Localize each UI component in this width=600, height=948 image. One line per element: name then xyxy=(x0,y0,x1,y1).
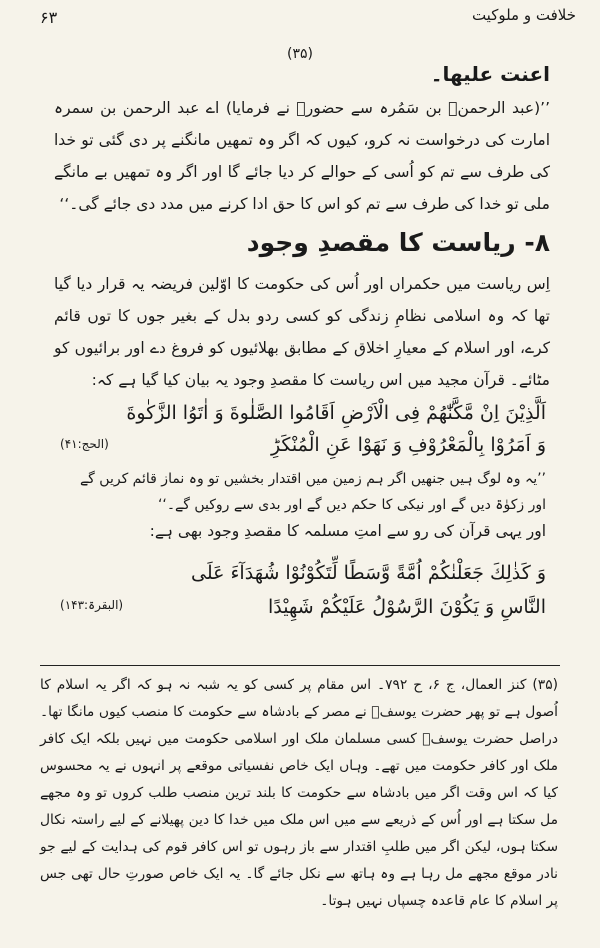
verse1-translation: ’’یہ وہ لوگ ہیں جنھیں اگر ہم زمین میں اقتدار بخشیں تو وہ نماز قائم کریں گے اور زکوٰۃ دیں گے اور نیکی کا حکم دیں گے اور بدی سے روکیں گے۔‘‘ xyxy=(79,471,546,513)
verse1-line1: اَلَّذِیْنَ اِنْ مَّكَّنّٰهُمْ فِی الْاَرْضِ اَقَامُوا الصَّلٰوةَ وَ اٰتَوُا الزَّكٰوةَ xyxy=(126,402,546,424)
verse1-line2: وَ اَمَرُوْا بِالْمَعْرُوْفِ وَ نَهَوْا عَنِ الْمُنْكَرِؕ xyxy=(270,434,546,456)
running-title: خلافت و ملوکیت xyxy=(471,6,576,24)
footnote-text: (۳۵) کنز العمال، ج ۶، ح ۷۹۲۔ اس مقام پر کسی کو یہ شبہ نہ ہو کہ اگر یہ اسلام کا اُصول ہے تو پھر حضرت یوسفؑ نے مصر کے بادشاہ سے حکومت کا منصب کیوں مانگا تھا۔ دراصل حضرت یوسفؑ کسی مسلمان ملک اور اسلامی حکومت میں نہیں بلکہ ایک کافر ملک اور کافر حکومت میں تھے۔ وہاں ایک خاص نفسیاتی موقعے پر انہوں نے یہ محسوس کیا کہ اس وقت اگر میں بادشاہ سے حکومت کا بلند ترین منصب طلب کروں تو وہ مجھے مل سکتا ہے اور اُس کے ذریعے سے میں اس ملک میں خدا کا دین پھیلانے کے لیے راستہ نکال سکتا ہوں، لیکن اگر میں طلبِ اقتدار سے باز رہوں تو اس کافر قوم کی ہدایت کے لیے جو نادر موقع مجھے مل رہا ہے وہ ہاتھ سے نکل جائے گا۔ یہ ایک خاص صورتِ حال تھی جس پر اسلام کا عام قاعدہ چسپاں نہیں ہوتا۔ xyxy=(40,677,558,909)
footnote-marker: (۳۵) xyxy=(287,46,313,62)
verse1-reference: (الحج:۴۱) xyxy=(60,437,109,451)
verse2-line1: وَ كَذٰلِكَ جَعَلْنٰكُمْ اُمَّةً وَّسَطًا لِّتَكُوْنُوْا شُهَدَآءَ عَلَى xyxy=(191,562,546,584)
verse2-line2: النَّاسِ وَ یَكُوْنَ الرَّسُوْلُ عَلَیْكُمْ شَهِیْدًا xyxy=(268,596,546,618)
footnote-divider xyxy=(40,665,560,666)
body-paragraph: اِس ریاست میں حکمراں اور اُس کی حکومت کا اوّلین فریضہ یہ قرار دیا گیا تھا کہ وہ اسلامی نظامِ زندگی کو کسی ردو بدل کے بغیر جوں کا توں قائم کرے، اور اسلام کے معیارِ اخلاق کے مطابق بھلائیوں کو فروغ دے اور برائیوں کو مٹائے۔ قرآن مجید میں اس ریاست کا مقصدِ وجود یہ بیان کیا گیا ہے کہ: xyxy=(54,275,550,389)
hadith-paragraph: ’’(عبد الرحمنؓ بن سَمُرہ سے حضورؐ نے فرمایا) اے عبد الرحمن بن سمرہ امارت کی درخواست نہ کرو، کیوں کہ اگر وہ تمھیں مانگنے پر دی گئی تو خدا کی طرف سے تم کو اُسی کے حوالے کر دیا جائے گا اور اگر وہ تمھیں بے مانگے ملی تو خدا کی طرف سے تم کو اس کا حق ادا کرنے میں مدد دی جائے گی۔‘‘ xyxy=(54,99,550,213)
page-number: ۶۳ xyxy=(40,8,58,27)
hadith-heading: اعنت علیھا۔ xyxy=(430,62,550,86)
verse2-reference: (البقرۃ:۱۴۳) xyxy=(60,598,124,612)
umma-paragraph: اور یہی قرآن کی رو سے امتِ مسلمہ کا مقصدِ وجود بھی ہے: xyxy=(149,522,546,540)
section-title: ۸- ریاست کا مقصدِ وجود xyxy=(246,228,550,257)
